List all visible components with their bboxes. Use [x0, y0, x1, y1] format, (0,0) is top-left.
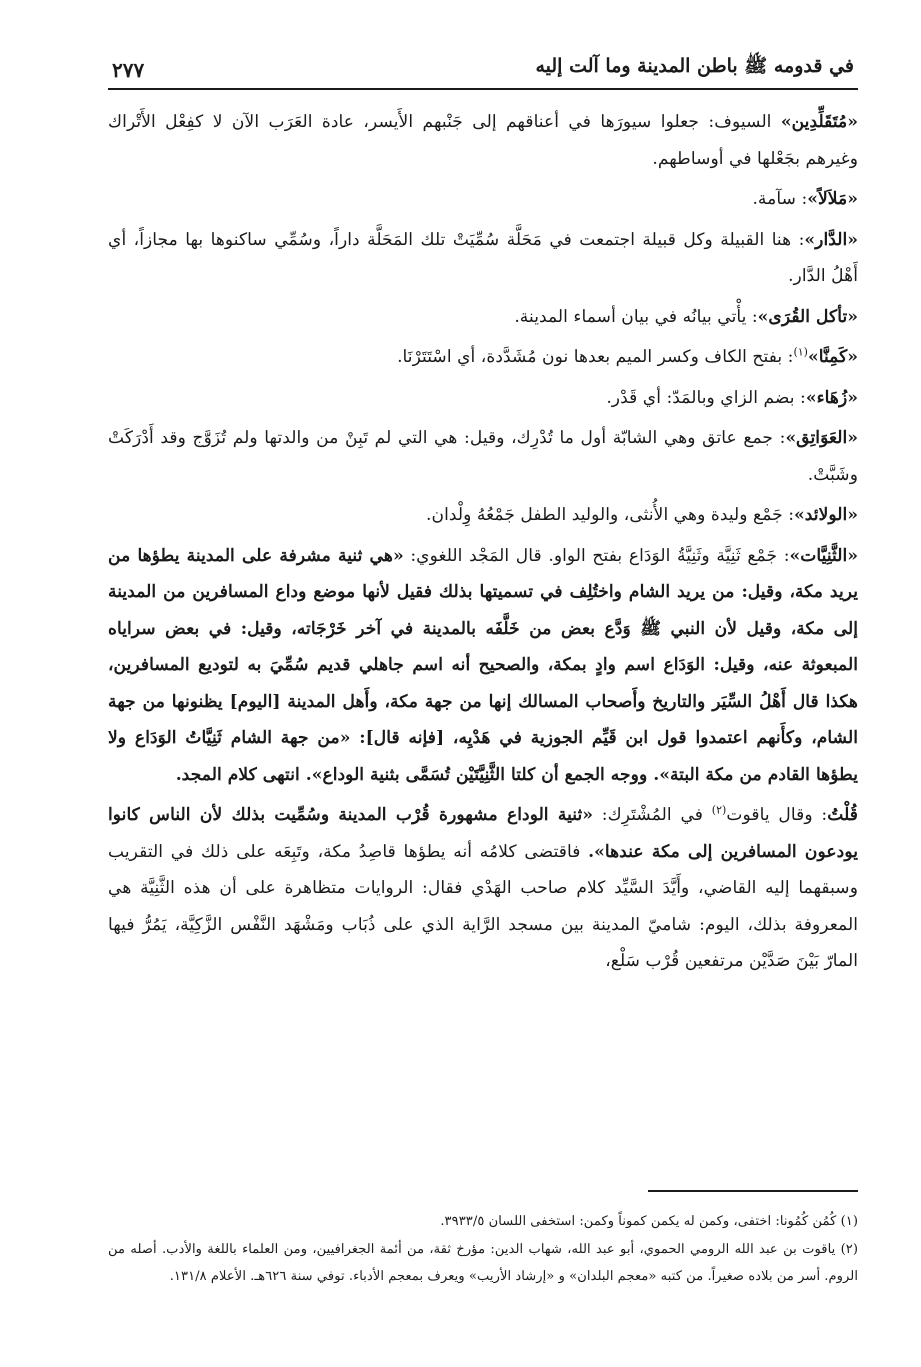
entry-awatiq — [108, 420, 858, 493]
entry-text: : بفتح الكاف وكسر الميم بعدها نون مُشَدَّدة، أي اسْتَتَرْنَا. — [397, 347, 794, 367]
running-title: في قدومه ﷺ باطن المدينة وما آلت إليه — [535, 55, 854, 77]
main-text — [108, 104, 858, 980]
entry-text: : جَمْع ثَنِيَّة وثَنِيَّةُ الوَدَاع بفتح الواو. قال المَجْد اللغوي: — [403, 545, 790, 566]
entry-term: «العَوَاتِق» — [785, 428, 858, 448]
entry-thaniyyat — [108, 538, 858, 794]
entry-text: : هنا القبيلة وكل قبيلة اجتمعت في مَحَلَّة سُمِّيَتْ تلك المَحَلَّة داراً، وسُمِّي ساكنوها بها مجازاً، أي أَهْلُ الدَّار. — [108, 229, 858, 286]
footnote-2 — [108, 1236, 858, 1290]
page-number: ٢٧٧ — [112, 58, 145, 82]
entry-quote: «هي ثنية مشرفة على المدينة يطؤها من يريد مكة، وقيل: من يريد الشام واختُلِف في تسميتها بذلك فقيل لأنها موضع وداع المسافرين من المدينة إلى مكة، وقيل لأن النبي ﷺ وَدَّع بعض من خَلَّفَه بالمدينة في آخر خَرْجَاته، وقيل: في بعض سراياه المبعوثة عنه، وقيل: الوَدَاع اسم وادٍ بمكة، والصحيح أنه اسم جاهلي قديم سُمِّيَ به لتوديع المسافرين، هكذا قال أَهْلُ السِّيَر والتاريخ وأَصحاب المسالك إنها من جهة مكة، وأَهل المدينة [اليوم] يظنونها من جهة الشام، وكأَنهم اعتمدوا قول ابن قَيِّم الجوزية في هَدْيِه، [فإنه قال]: «من جهة الشام ثَنِيَّاتُ الوَدَاع ولا يطؤها القادم من مكة البتة». ووجه الجمع أن كلتا الثَّنِيَّتَيْن تُسَمَّى بثنية الوداع». انتهى كلام المجد. — [108, 545, 858, 785]
footnote-divider — [648, 1190, 858, 1192]
entry-term: «الدَّار» — [804, 229, 858, 250]
entry-term: «مَلاَلاً» — [807, 189, 858, 209]
entry-text: : سآمة. — [752, 189, 808, 209]
footnote-text: ياقوت بن عبد الله الرومي الحموي، أبو عبد الله، شهاب الدين: مؤرخ ثقة، من أئمة الجغرافيين، ومن العلماء باللغة والأدب. أصله من الروم. أسر من بلاده صغيراً. من كتبه «معجم البلدان» و «إرشاد الأريب» ويعرف بمعجم الأدباء. توفي سنة ٦٢٦هـ. الأعلام ١٣١/٨. — [108, 1242, 858, 1284]
entry-walaid — [108, 497, 858, 534]
footnote-number: (٢) — [840, 1242, 858, 1257]
entry-text: : يأْتي بيانُه في بيان أسماء المدينة. — [514, 306, 758, 327]
footnotes — [108, 1208, 858, 1291]
entry-term: قُلْتُ — [827, 805, 858, 825]
entry-term: «كَمِنَّا» — [807, 347, 858, 367]
entry-text: : وقال ياقوت — [726, 805, 828, 825]
entry-mutaqallidin — [108, 104, 858, 177]
entry-text: : جَمْع وليدة وهي الأُنثى، والوليد الطفل جَمْعُهُ وِلْدان. — [426, 505, 795, 525]
book-page — [108, 48, 858, 1328]
entry-text: : جمع عاتق وهي الشابّة أول ما تُدْرِك، وقيل: هي التي لم تَبِنْ من والدتها ولم تُزَوَّج وقد أَدْرَكَتْ وشَبَّتْ. — [108, 428, 858, 485]
entry-term: «زُهَاء» — [805, 387, 858, 408]
entry-text: في المُشْتَرِك: — [593, 805, 712, 825]
entry-malal — [108, 181, 858, 218]
entry-text: فاقتضى كلامُه أنه يطؤها قاصِدُ مكة، وتَبِعَه على ذلك في التقريب وسبقهما إليه القاضي، وأَيَّدَ السَّيِّد كلام صاحب الهَدْي فقال: الروايات متظاهرة على أن هذه الثَّنِيَّة هي المعروفة بذلك، اليوم: شاميّ المدينة بين مسجد الرَّاية الذي على ذُبَاب ومَشْهَد النَّفْس الزَّكِيَّة، يَمُرُّ فيها المارّ بَيْنَ صَدَّيْن مرتفعين قُرْب سَلْع، — [108, 841, 858, 971]
entry-dar — [108, 222, 858, 295]
footnote-text: كُمُن كُمُونا: اختفى، وكمن له يكمن كموناً وكمن: استخفى اللسان ٣٩٣٣/٥. — [440, 1214, 837, 1229]
footnote-1 — [108, 1208, 858, 1235]
footnote-ref: (٢) — [711, 803, 727, 817]
entry-takul-alqura — [108, 299, 858, 336]
footnote-number: (١) — [840, 1214, 858, 1229]
entry-kaminna — [108, 339, 858, 376]
entry-term: «مُتَقَلِّدِين» — [780, 112, 858, 132]
footnote-ref: (١) — [793, 345, 808, 359]
entry-zuhaa — [108, 380, 858, 417]
entry-text: : بضم الزاي وبالمَدّ: أي قَدْر. — [606, 387, 806, 408]
entry-quote: «ثنية الوداع مشهورة قُرْب المدينة وسُمِّيت بذلك لأن الناس كانوا يودعون المسافرين إلى مكة عندها». — [108, 805, 858, 862]
entry-term: «تأكل القُرَى» — [757, 306, 858, 327]
entry-term: «الولائد» — [794, 505, 858, 525]
entry-qultu — [108, 797, 858, 980]
entry-text: السيوف: جعلوا سيورَها في أعناقهم إلى جَنْبهم الأَيسر، عادة العَرَب الآن لا كفِعْل الأَتْراك وغيرهم بجَعْلها في أوساطهم. — [108, 112, 858, 169]
running-header — [108, 48, 858, 90]
entry-term: «الثَّنِيَّات» — [789, 545, 858, 566]
